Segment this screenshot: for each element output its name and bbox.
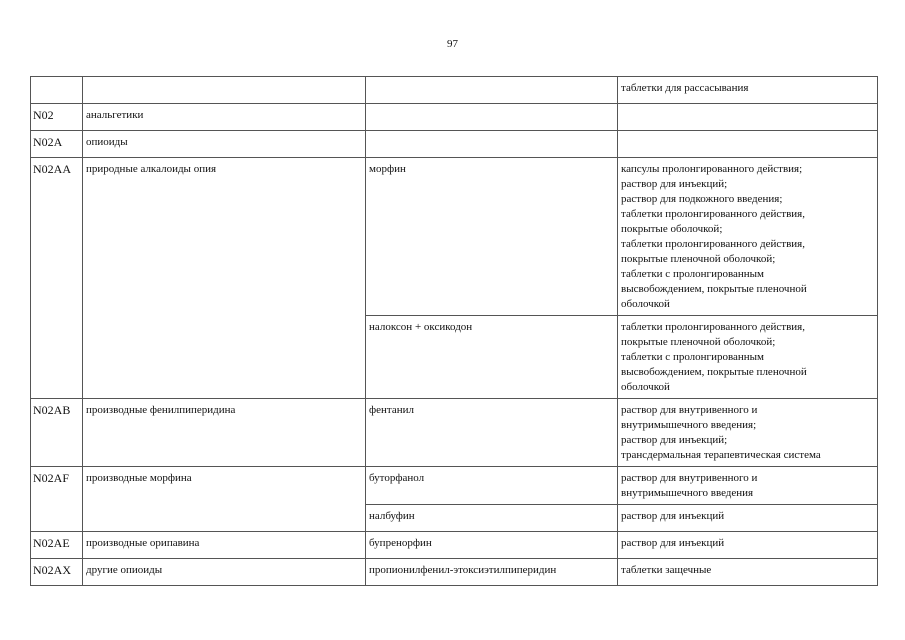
atc-code-cell: N02A xyxy=(31,131,83,158)
medication-table xyxy=(30,76,878,586)
drug-name-cell xyxy=(366,104,618,131)
atc-code-cell: N02AF xyxy=(31,467,83,532)
dosage-form-cell: раствор для инъекций xyxy=(618,532,878,559)
drug-name-cell: пропионилфенил-этоксиэтилпиперидин xyxy=(366,559,618,586)
drug-name-cell: налоксон + оксикодон xyxy=(366,316,618,399)
table-row xyxy=(31,532,878,559)
pharmacological-group-cell: производные орипавина xyxy=(83,532,366,559)
pharmacological-group-cell: другие опиоиды xyxy=(83,559,366,586)
pharmacological-group-cell: опиоиды xyxy=(83,131,366,158)
atc-code-cell: N02AE xyxy=(31,532,83,559)
table-row xyxy=(31,158,878,316)
dosage-form-cell: таблетки пролонгированного действия, покрытые пленочной оболочкой; таблетки с пролонгированным высвобождением, покрытые пленочной оболочкой xyxy=(618,316,878,399)
dosage-form-cell xyxy=(618,131,878,158)
page-number: 97 xyxy=(447,38,458,50)
pharmacological-group-cell: анальгетики xyxy=(83,104,366,131)
table-row xyxy=(31,104,878,131)
dosage-form-cell: таблетки для рассасывания xyxy=(618,77,878,104)
drug-name-cell xyxy=(366,77,618,104)
atc-code-cell: N02 xyxy=(31,104,83,131)
table-row xyxy=(31,399,878,467)
drug-name-cell: бупренорфин xyxy=(366,532,618,559)
atc-code-cell: N02AA xyxy=(31,158,83,399)
dosage-form-cell: капсулы пролонгированного действия; раствор для инъекций; раствор для подкожного введения; таблетки пролонгированного действия, покрытые оболочкой; таблетки пролонгированного действия, покрытые пленочной оболочкой; таблетки с пролонгированным высвобождением, покрытые пленочной оболочкой xyxy=(618,158,878,316)
dosage-form-cell: раствор для инъекций xyxy=(618,505,878,532)
drug-name-cell: морфин xyxy=(366,158,618,316)
table-row xyxy=(31,559,878,586)
pharmacological-group-cell: производные морфина xyxy=(83,467,366,532)
pharmacological-group-cell: природные алкалоиды опия xyxy=(83,158,366,399)
table-row xyxy=(31,77,878,104)
dosage-form-cell xyxy=(618,104,878,131)
atc-code-cell xyxy=(31,77,83,104)
pharmacological-group-cell: производные фенилпиперидина xyxy=(83,399,366,467)
table-row xyxy=(31,131,878,158)
dosage-form-cell: таблетки защечные xyxy=(618,559,878,586)
dosage-form-cell: раствор для внутривенного и внутримышечного введения; раствор для инъекций; трансдермальная терапевтическая система xyxy=(618,399,878,467)
atc-code-cell: N02AX xyxy=(31,559,83,586)
pharmacological-group-cell xyxy=(83,77,366,104)
dosage-form-cell: раствор для внутривенного и внутримышечного введения xyxy=(618,467,878,505)
drug-name-cell xyxy=(366,131,618,158)
drug-name-cell: буторфанол xyxy=(366,467,618,505)
drug-name-cell: налбуфин xyxy=(366,505,618,532)
table-row xyxy=(31,467,878,505)
drug-name-cell: фентанил xyxy=(366,399,618,467)
atc-code-cell: N02AB xyxy=(31,399,83,467)
